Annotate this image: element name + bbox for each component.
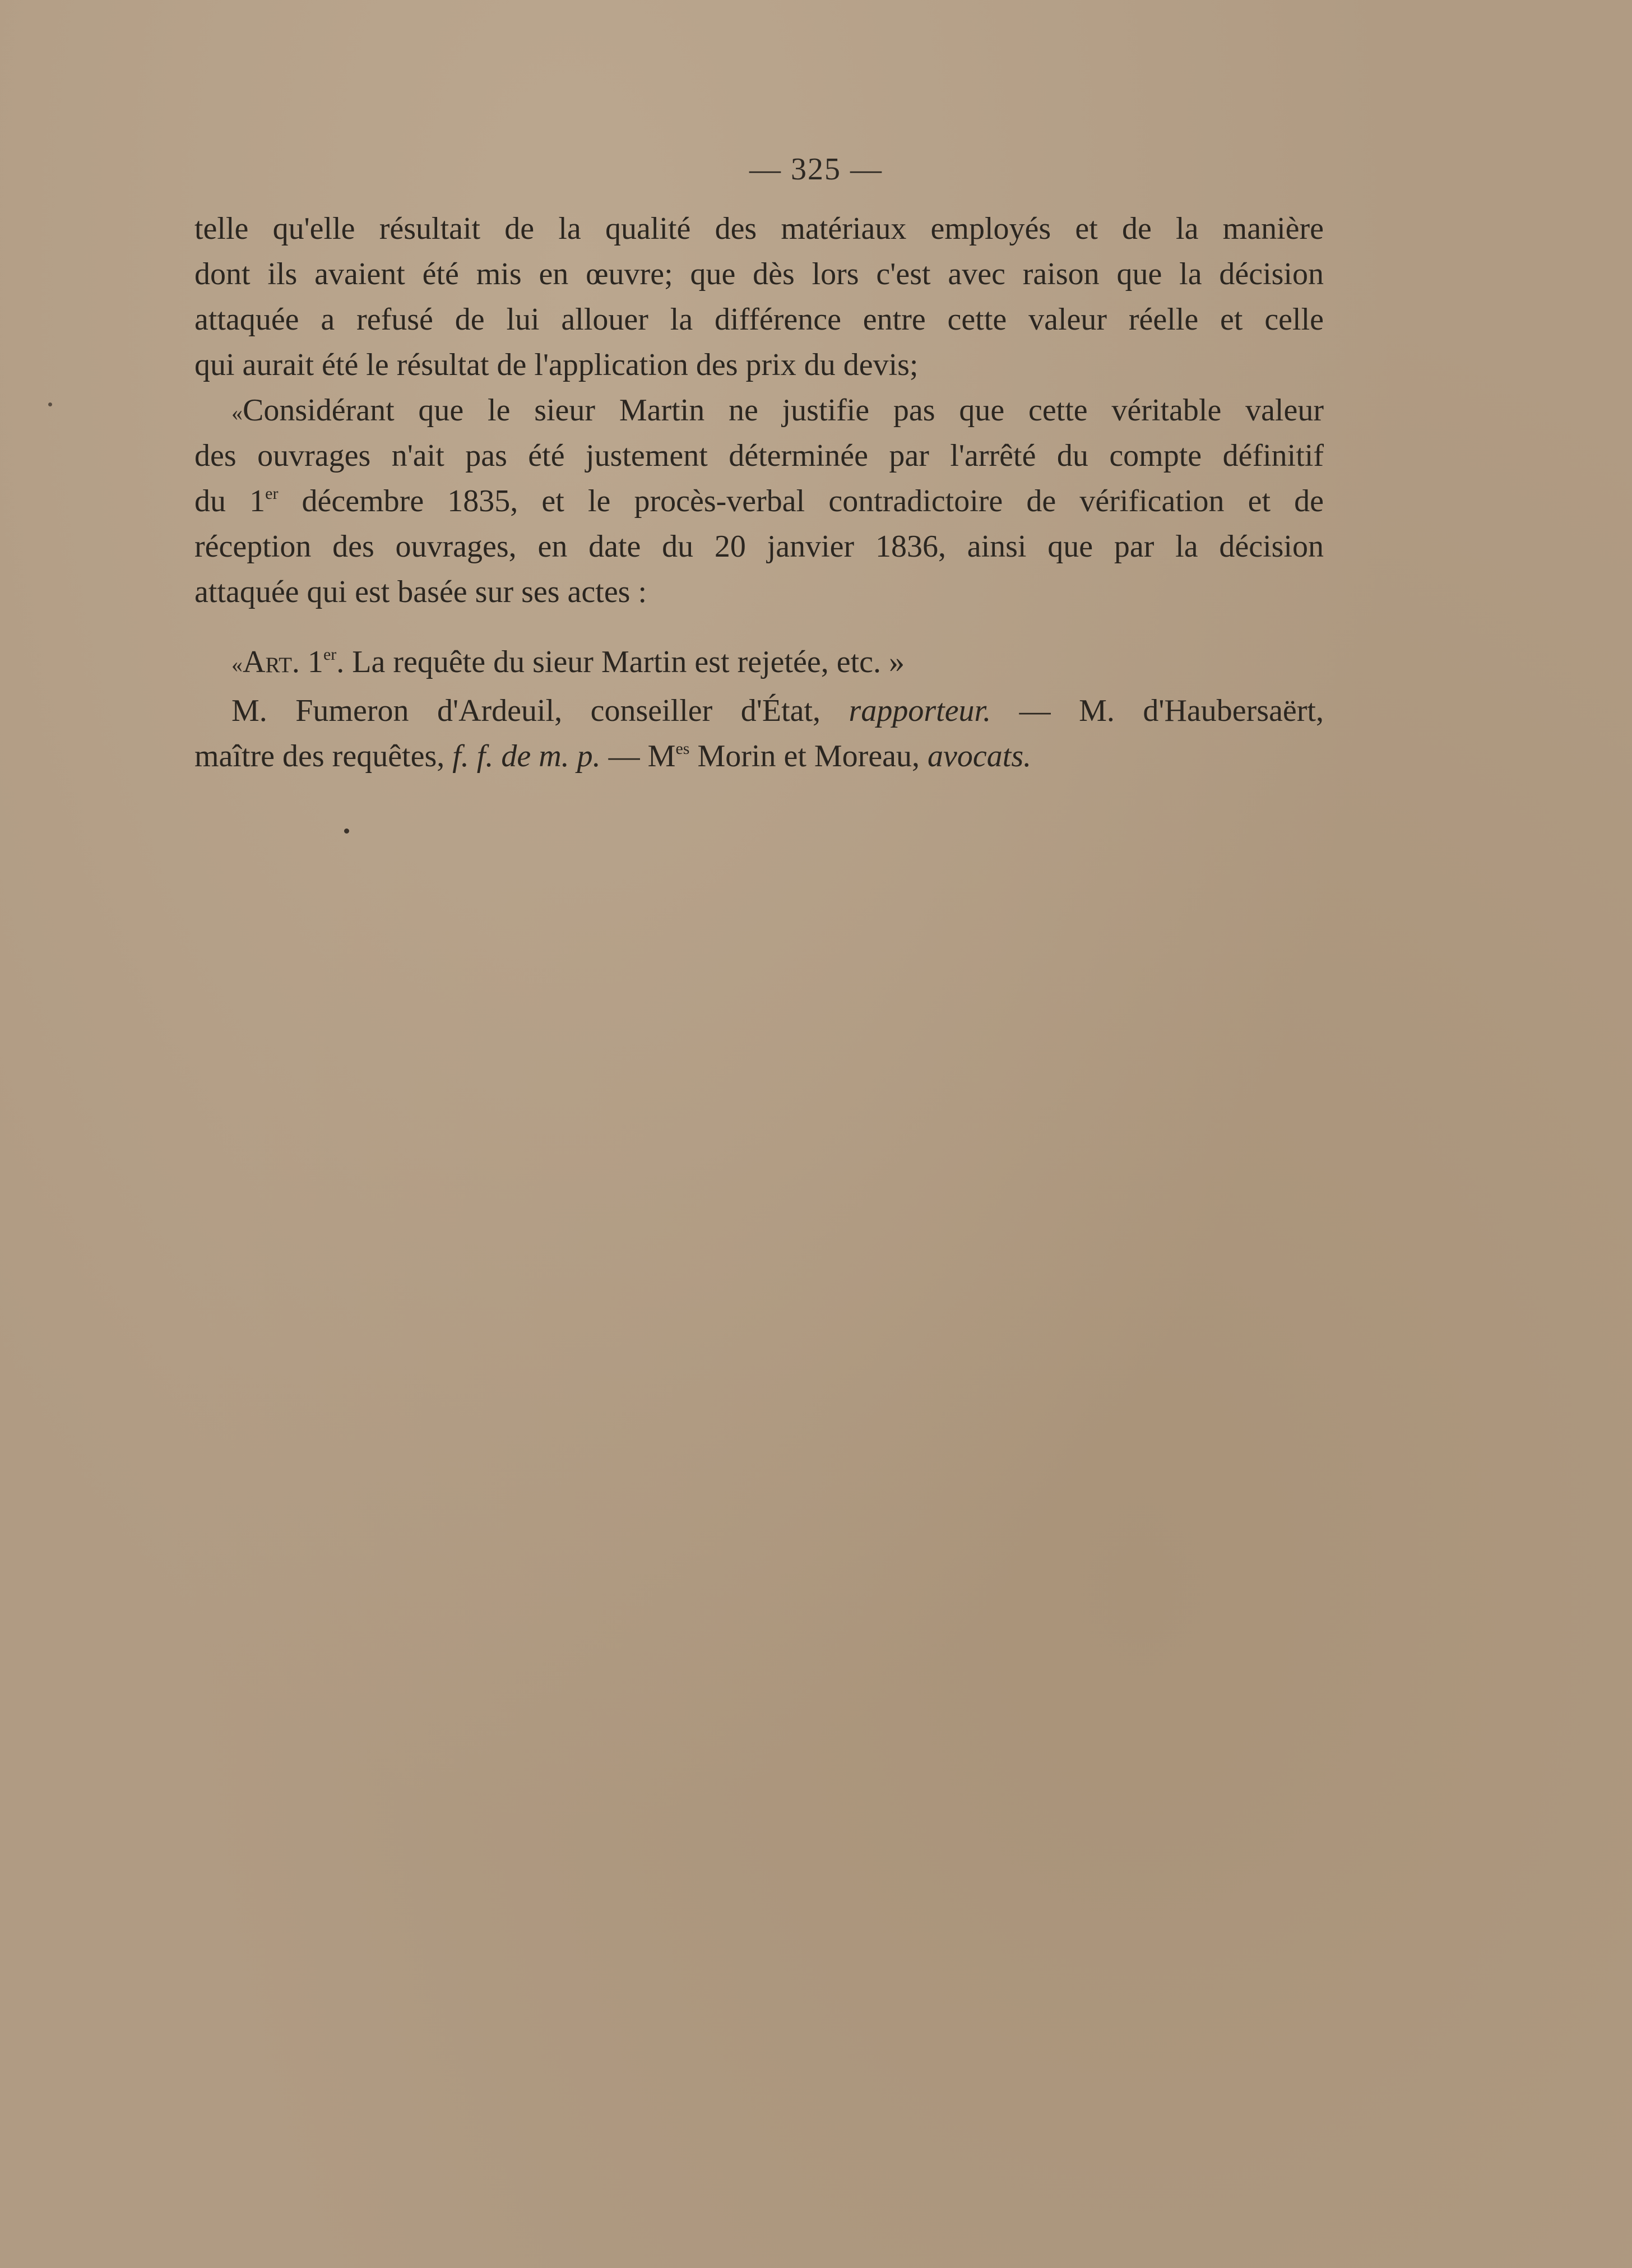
- text-line: des ouvrages n'ait pas été justement déterminée par l'arrêté du compte définitif: [194, 438, 1324, 473]
- paragraph-spacer: [194, 615, 1324, 640]
- text-line: attaquée qui est basée sur ses actes :: [194, 575, 647, 609]
- italic-text: rapporteur.: [849, 693, 991, 728]
- text-line: [194, 688, 1324, 734]
- text-line: [194, 388, 1324, 433]
- page-number: — 325 —: [749, 152, 883, 187]
- text-span: Considérant que le sieur Martin ne justifie pas que cette véritable valeur: [243, 393, 1324, 428]
- text-span: maître des requêtes,: [194, 739, 453, 774]
- open-quote: «: [231, 400, 243, 425]
- italic-text: f. f. de m. p.: [452, 739, 601, 774]
- text-line: réception des ouvrages, en date du 20 janvier 1836, ainsi que par la décision: [194, 529, 1324, 564]
- italic-text: avocats.: [928, 739, 1032, 774]
- article-label: Art. 1: [243, 645, 323, 679]
- text-line: [194, 479, 1324, 524]
- paragraph-2: [194, 388, 1324, 615]
- paragraph-1: [194, 206, 1324, 388]
- text-span: . La requête du sieur Martin est rejetée, etc. »: [336, 645, 905, 679]
- article-paragraph: [194, 640, 1324, 685]
- text-span: du 1: [194, 484, 266, 519]
- text-line: [194, 734, 1324, 779]
- open-quote: «: [231, 652, 243, 677]
- ink-speck: [344, 828, 349, 834]
- text-span: M. Fumeron d'Ardeuil, conseiller d'État,: [231, 693, 849, 728]
- superscript: er: [265, 484, 279, 503]
- text-span: décembre 1835, et le procès-verbal contradictoire de vérification et de: [278, 484, 1324, 519]
- superscript: es: [675, 739, 690, 758]
- text-span: — M. d'Haubersaërt,: [991, 693, 1324, 728]
- text-span: — M: [600, 739, 676, 774]
- text-line: qui aurait été le résultat de l'application des prix du devis;: [194, 348, 919, 382]
- text-line: attaquée a refusé de lui allouer la différence entre cette valeur réelle et celle: [194, 302, 1324, 337]
- document-body: [194, 206, 1324, 779]
- superscript: er: [323, 645, 337, 664]
- ink-speck: [48, 402, 52, 406]
- text-line: telle qu'elle résultait de la qualité des matériaux employés et de la manière: [194, 211, 1324, 246]
- credits-paragraph: [194, 688, 1324, 779]
- text-line: [194, 640, 1324, 685]
- text-line: dont ils avaient été mis en œuvre; que dès lors c'est avec raison que la décision: [194, 257, 1324, 291]
- text-span: Morin et Moreau,: [689, 739, 928, 774]
